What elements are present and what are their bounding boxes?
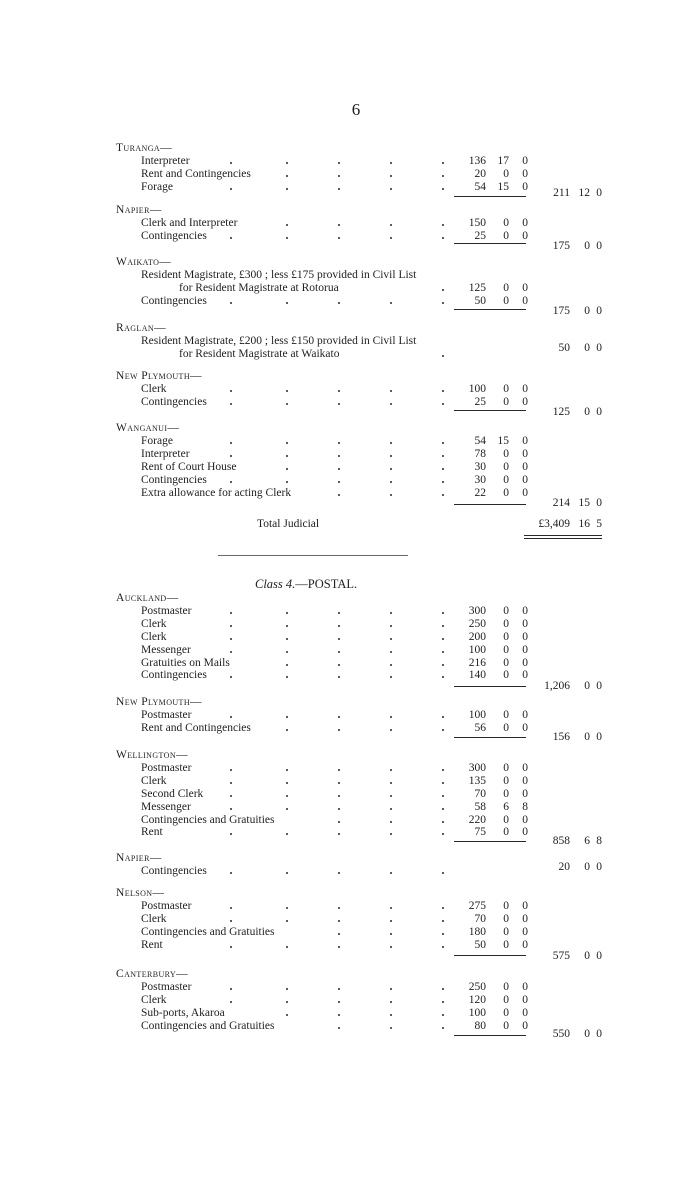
line-item-label: Interpreter bbox=[141, 154, 190, 167]
line-item bbox=[0, 801, 700, 814]
amount-pounds: 300 bbox=[468, 604, 486, 617]
amount-pounds: 250 bbox=[468, 980, 486, 993]
line-item bbox=[0, 155, 700, 168]
total-pence: 0 bbox=[596, 240, 602, 252]
leader-dots bbox=[230, 168, 458, 181]
line-item-label: Second Clerk bbox=[141, 787, 204, 800]
leader-dots bbox=[230, 631, 458, 644]
amount-shillings: 0 bbox=[503, 216, 509, 229]
amount-shillings: 0 bbox=[503, 761, 509, 774]
line-item bbox=[0, 913, 700, 926]
amount-pounds: 275 bbox=[468, 899, 486, 912]
line-item-label: Clerk and Interpreter bbox=[141, 216, 238, 229]
total-shillings: 0 bbox=[584, 342, 590, 354]
line-item-label: Postmaster bbox=[141, 708, 192, 721]
district-total bbox=[0, 950, 700, 963]
district-heading: Turanga — bbox=[116, 142, 172, 155]
line-item-label: Rent bbox=[141, 938, 163, 951]
amount-pounds: 100 bbox=[468, 708, 486, 721]
district-total bbox=[0, 406, 700, 419]
total-pounds: 125 bbox=[552, 406, 570, 418]
total-pence: 0 bbox=[596, 731, 602, 743]
line-item bbox=[0, 618, 700, 631]
line-item-label: Extra allowance for acting Clerk bbox=[141, 486, 292, 499]
total-pounds: 214 bbox=[552, 497, 570, 509]
total-shillings: 12 bbox=[578, 187, 590, 199]
line-item bbox=[0, 994, 700, 1007]
line-item bbox=[0, 657, 700, 670]
amount-pounds: 25 bbox=[474, 395, 486, 408]
total-pence: 0 bbox=[596, 187, 602, 199]
district-heading: New Plymouth — bbox=[116, 370, 202, 383]
line-item-label: Sub-ports, Akaroa bbox=[141, 1006, 225, 1019]
amount-pence: 0 bbox=[522, 899, 528, 912]
line-item-label: Forage bbox=[141, 434, 173, 447]
amount-shillings: 0 bbox=[503, 294, 509, 307]
amount-shillings: 0 bbox=[503, 656, 509, 669]
line-item-label: Contingencies bbox=[141, 229, 207, 242]
amount-pence: 0 bbox=[522, 229, 528, 242]
district-heading: Wellington — bbox=[116, 749, 188, 762]
amount-pounds: 100 bbox=[468, 643, 486, 656]
district-heading-row bbox=[0, 749, 700, 762]
district-heading-row bbox=[0, 887, 700, 900]
line-item bbox=[0, 269, 700, 282]
total-shillings: 0 bbox=[584, 305, 590, 317]
leader-dots bbox=[230, 814, 458, 827]
class-name: —POSTAL. bbox=[295, 577, 358, 591]
line-item-label: Rent of Court House bbox=[141, 460, 237, 473]
total-shillings: 0 bbox=[584, 950, 590, 962]
amount-shillings: 0 bbox=[503, 980, 509, 993]
line-item-label: Resident Magistrate, £300 ; less £175 provided in Civil List bbox=[141, 268, 417, 281]
district-total bbox=[0, 835, 700, 848]
page-number: 6 bbox=[351, 100, 361, 119]
line-item bbox=[0, 788, 700, 801]
amount-pence: 0 bbox=[522, 1006, 528, 1019]
district-heading: Napier — bbox=[116, 204, 162, 217]
amount-shillings: 0 bbox=[503, 395, 509, 408]
line-item-label-continued: for Resident Magistrate at Waikato bbox=[179, 347, 340, 360]
amount-pence: 0 bbox=[522, 447, 528, 460]
amount-pence: 0 bbox=[522, 980, 528, 993]
leader-dots bbox=[230, 474, 458, 487]
amount-pounds: 136 bbox=[468, 154, 486, 167]
line-item bbox=[0, 814, 700, 827]
amount-pounds: 25 bbox=[474, 229, 486, 242]
leader-dots bbox=[230, 762, 458, 775]
amount-pence: 0 bbox=[522, 774, 528, 787]
amount-shillings: 0 bbox=[503, 229, 509, 242]
leader-dots bbox=[230, 788, 458, 801]
total-pounds: 211 bbox=[553, 187, 570, 199]
line-item-label: Interpreter bbox=[141, 447, 190, 460]
leader-dots bbox=[230, 448, 458, 461]
line-item bbox=[0, 217, 700, 230]
district-heading-row bbox=[0, 142, 700, 155]
line-item-label: Postmaster bbox=[141, 899, 192, 912]
amount-pounds: 200 bbox=[468, 630, 486, 643]
district-heading: Raglan — bbox=[116, 322, 166, 335]
leader-dots bbox=[230, 657, 458, 670]
total-pounds: 50 bbox=[558, 342, 570, 354]
amount-shillings: 0 bbox=[503, 774, 509, 787]
amount-pounds: 300 bbox=[468, 761, 486, 774]
amount-pounds: 30 bbox=[474, 473, 486, 486]
amount-shillings: 0 bbox=[503, 826, 509, 839]
line-item bbox=[0, 900, 700, 913]
district-heading-row bbox=[0, 968, 700, 981]
amount-pence: 0 bbox=[522, 708, 528, 721]
district-total bbox=[0, 240, 700, 253]
total-pence: 0 bbox=[596, 342, 602, 354]
amount-pence: 0 bbox=[522, 1019, 528, 1032]
class-number: Class 4. bbox=[255, 577, 296, 591]
line-item-label: Contingencies and Gratuities bbox=[141, 1019, 275, 1032]
amount-pounds: 70 bbox=[474, 787, 486, 800]
amount-shillings: 0 bbox=[503, 912, 509, 925]
total-pence: 0 bbox=[596, 950, 602, 962]
line-item-label: Forage bbox=[141, 180, 173, 193]
line-item-label: Messenger bbox=[141, 643, 191, 656]
line-item bbox=[0, 981, 700, 994]
total-pence: 0 bbox=[596, 680, 602, 692]
total-shillings: 0 bbox=[584, 1028, 590, 1040]
leader-dots bbox=[230, 217, 458, 230]
district-total bbox=[0, 680, 700, 693]
line-item-label: Postmaster bbox=[141, 761, 192, 774]
total-shillings: 6 bbox=[584, 835, 590, 847]
line-item-label: Contingencies and Gratuities bbox=[141, 813, 275, 826]
line-item-continued bbox=[0, 282, 700, 295]
amount-pence: 8 bbox=[522, 800, 528, 813]
amount-shillings: 0 bbox=[503, 1019, 509, 1032]
amount-shillings: 0 bbox=[503, 281, 509, 294]
amount-pounds: 216 bbox=[468, 656, 486, 669]
amount-pence: 0 bbox=[522, 938, 528, 951]
district-heading: New Plymouth — bbox=[116, 696, 202, 709]
leader-dots bbox=[230, 282, 458, 295]
line-item bbox=[0, 448, 700, 461]
amount-shillings: 0 bbox=[503, 617, 509, 630]
amount-pounds: 180 bbox=[468, 925, 486, 938]
leader-dots bbox=[230, 900, 458, 913]
line-item-label: Contingencies bbox=[141, 864, 207, 877]
line-item bbox=[0, 926, 700, 939]
amount-shillings: 0 bbox=[503, 993, 509, 1006]
leader-dots bbox=[230, 435, 458, 448]
amount-shillings: 0 bbox=[503, 643, 509, 656]
amount-pounds: 50 bbox=[474, 294, 486, 307]
leader-dots bbox=[230, 155, 458, 168]
total-pounds: 575 bbox=[552, 950, 570, 962]
total-pounds: 1,206 bbox=[544, 680, 570, 692]
amount-pence: 0 bbox=[522, 912, 528, 925]
leader-dots bbox=[230, 461, 458, 474]
line-item-label: Rent and Contingencies bbox=[141, 167, 251, 180]
amount-shillings: 0 bbox=[503, 813, 509, 826]
amount-pence: 0 bbox=[522, 656, 528, 669]
amount-shillings: 0 bbox=[503, 925, 509, 938]
amount-pounds: 30 bbox=[474, 460, 486, 473]
district-heading-row bbox=[0, 592, 700, 605]
line-item-label: Clerk bbox=[141, 617, 167, 630]
total-shillings: 0 bbox=[584, 731, 590, 743]
total-shillings: 15 bbox=[578, 497, 590, 509]
leader-dots bbox=[230, 709, 458, 722]
line-item bbox=[0, 709, 700, 722]
line-item-label: Contingencies and Gratuities bbox=[141, 925, 275, 938]
amount-pounds: 54 bbox=[474, 180, 486, 193]
line-item-label: Clerk bbox=[141, 382, 167, 395]
district-heading-row bbox=[0, 204, 700, 217]
total-judicial-pounds: £3,409 bbox=[538, 518, 570, 530]
line-item bbox=[0, 474, 700, 487]
amount-pence: 0 bbox=[522, 180, 528, 193]
total-judicial-row bbox=[0, 518, 700, 531]
amount-pounds: 56 bbox=[474, 721, 486, 734]
total-pounds: 858 bbox=[552, 835, 570, 847]
amount-shillings: 0 bbox=[503, 938, 509, 951]
amount-pounds: 54 bbox=[474, 434, 486, 447]
amount-pence: 0 bbox=[522, 813, 528, 826]
total-pence: 0 bbox=[596, 406, 602, 418]
amount-pounds: 75 bbox=[474, 826, 486, 839]
amount-pounds: 100 bbox=[468, 1006, 486, 1019]
line-item-label: Rent bbox=[141, 826, 163, 839]
total-pence: 8 bbox=[596, 835, 602, 847]
amount-pounds: 80 bbox=[474, 1019, 486, 1032]
amount-shillings: 0 bbox=[503, 899, 509, 912]
amount-shillings: 0 bbox=[503, 1006, 509, 1019]
amount-shillings: 0 bbox=[503, 630, 509, 643]
amount-shillings: 0 bbox=[503, 669, 509, 682]
amount-pence: 0 bbox=[522, 281, 528, 294]
amount-pounds: 125 bbox=[468, 281, 486, 294]
amount-pence: 0 bbox=[522, 643, 528, 656]
line-item bbox=[0, 605, 700, 618]
amount-pence: 0 bbox=[522, 993, 528, 1006]
amount-shillings: 0 bbox=[503, 382, 509, 395]
amount-pounds: 78 bbox=[474, 447, 486, 460]
leader-dots bbox=[230, 994, 458, 1007]
amount-pence: 0 bbox=[522, 154, 528, 167]
amount-pence: 0 bbox=[522, 486, 528, 499]
total-pence: 0 bbox=[596, 497, 602, 509]
amount-pounds: 150 bbox=[468, 216, 486, 229]
total-pence: 0 bbox=[596, 305, 602, 317]
total-judicial-pence: 5 bbox=[596, 518, 602, 530]
line-item-label: Postmaster bbox=[141, 980, 192, 993]
line-item-label: Messenger bbox=[141, 800, 191, 813]
total-double-rule-bottom bbox=[524, 538, 602, 539]
total-pence: 0 bbox=[596, 861, 602, 873]
total-judicial-shillings: 16 bbox=[578, 518, 590, 530]
district-heading: Auckland — bbox=[116, 592, 179, 605]
district-total bbox=[0, 187, 700, 200]
line-item-label: Postmaster bbox=[141, 604, 192, 617]
amount-pence: 0 bbox=[522, 669, 528, 682]
amount-pounds: 50 bbox=[474, 938, 486, 951]
total-shillings: 0 bbox=[584, 240, 590, 252]
leader-dots bbox=[230, 605, 458, 618]
line-item bbox=[0, 435, 700, 448]
district-heading: Canterbury — bbox=[116, 968, 188, 981]
total-pounds: 175 bbox=[552, 305, 570, 317]
amount-shillings: 0 bbox=[503, 473, 509, 486]
amount-shillings: 0 bbox=[503, 486, 509, 499]
amount-pounds: 100 bbox=[468, 382, 486, 395]
amount-pence: 0 bbox=[522, 434, 528, 447]
amount-shillings: 0 bbox=[503, 721, 509, 734]
amount-pounds: 140 bbox=[468, 669, 486, 682]
total-double-rule-top bbox=[524, 535, 602, 536]
district-total bbox=[0, 305, 700, 318]
amount-shillings: 0 bbox=[503, 708, 509, 721]
district-heading: Waikato — bbox=[116, 256, 171, 269]
total-shillings: 0 bbox=[584, 861, 590, 873]
leader-dots bbox=[230, 801, 458, 814]
district-total bbox=[0, 497, 700, 510]
section-divider bbox=[218, 555, 408, 556]
total-judicial-label: Total Judicial bbox=[257, 518, 320, 530]
leader-dots bbox=[230, 644, 458, 657]
district-total bbox=[0, 1028, 700, 1041]
amount-shillings: 15 bbox=[497, 434, 509, 447]
amount-pence: 0 bbox=[522, 395, 528, 408]
amount-shillings: 15 bbox=[497, 180, 509, 193]
total-pence: 0 bbox=[596, 1028, 602, 1040]
amount-pence: 0 bbox=[522, 460, 528, 473]
line-item-label: Clerk bbox=[141, 993, 167, 1006]
district-heading: Nelson — bbox=[116, 887, 164, 900]
line-item-label: Contingencies bbox=[141, 473, 207, 486]
district-total bbox=[0, 861, 700, 874]
amount-pounds: 58 bbox=[474, 800, 486, 813]
amount-shillings: 6 bbox=[503, 800, 509, 813]
amount-pounds: 120 bbox=[468, 993, 486, 1006]
total-pounds: 175 bbox=[552, 240, 570, 252]
amount-pence: 0 bbox=[522, 925, 528, 938]
line-item bbox=[0, 461, 700, 474]
line-item bbox=[0, 168, 700, 181]
line-item-label: Contingencies bbox=[141, 294, 207, 307]
district-heading-row bbox=[0, 322, 700, 335]
leader-dots bbox=[230, 618, 458, 631]
amount-shillings: 0 bbox=[503, 787, 509, 800]
district-heading-row bbox=[0, 370, 700, 383]
total-shillings: 0 bbox=[584, 680, 590, 692]
amount-shillings: 17 bbox=[497, 154, 509, 167]
leader-dots bbox=[230, 775, 458, 788]
district-heading-row bbox=[0, 256, 700, 269]
line-item-label: Clerk bbox=[141, 774, 167, 787]
amount-shillings: 0 bbox=[503, 460, 509, 473]
district-heading-row bbox=[0, 696, 700, 709]
leader-dots bbox=[230, 926, 458, 939]
district-heading: Wanganui — bbox=[116, 422, 179, 435]
line-item bbox=[0, 775, 700, 788]
class-heading bbox=[255, 577, 357, 592]
leader-dots bbox=[230, 1007, 458, 1020]
line-item-label: Rent and Contingencies bbox=[141, 721, 251, 734]
amount-pence: 0 bbox=[522, 826, 528, 839]
amount-pence: 0 bbox=[522, 630, 528, 643]
line-item bbox=[0, 644, 700, 657]
total-pounds: 156 bbox=[552, 731, 570, 743]
line-item-label: Clerk bbox=[141, 630, 167, 643]
district-heading: Napier — bbox=[116, 852, 162, 865]
line-item-label-continued: for Resident Magistrate at Rotorua bbox=[179, 281, 339, 294]
district-total bbox=[0, 731, 700, 744]
amount-pounds: 20 bbox=[474, 167, 486, 180]
amount-shillings: 0 bbox=[503, 447, 509, 460]
total-pounds: 550 bbox=[552, 1028, 570, 1040]
amount-pounds: 22 bbox=[474, 486, 486, 499]
amount-pence: 0 bbox=[522, 167, 528, 180]
amount-pence: 0 bbox=[522, 787, 528, 800]
amount-pounds: 250 bbox=[468, 617, 486, 630]
district-total bbox=[0, 342, 700, 355]
line-item bbox=[0, 631, 700, 644]
district-heading-row bbox=[0, 422, 700, 435]
amount-pence: 0 bbox=[522, 761, 528, 774]
line-item-label: Gratuities on Mails bbox=[141, 656, 230, 669]
amount-pounds: 220 bbox=[468, 813, 486, 826]
line-item bbox=[0, 762, 700, 775]
total-pounds: 20 bbox=[558, 861, 570, 873]
line-item bbox=[0, 383, 700, 396]
amount-pence: 0 bbox=[522, 617, 528, 630]
amount-pence: 0 bbox=[522, 382, 528, 395]
leader-dots bbox=[230, 981, 458, 994]
amount-shillings: 0 bbox=[503, 167, 509, 180]
amount-pounds: 70 bbox=[474, 912, 486, 925]
line-item-label: Contingencies bbox=[141, 669, 207, 682]
line-item-label: Contingencies bbox=[141, 395, 207, 408]
amount-pence: 0 bbox=[522, 216, 528, 229]
line-item-label: Resident Magistrate, £200 ; less £150 provided in Civil List bbox=[141, 334, 417, 347]
line-item-label: Clerk bbox=[141, 912, 167, 925]
amount-pounds: 135 bbox=[468, 774, 486, 787]
amount-shillings: 0 bbox=[503, 604, 509, 617]
amount-pence: 0 bbox=[522, 473, 528, 486]
amount-pence: 0 bbox=[522, 721, 528, 734]
leader-dots bbox=[230, 913, 458, 926]
total-shillings: 0 bbox=[584, 406, 590, 418]
line-item bbox=[0, 1007, 700, 1020]
amount-pence: 0 bbox=[522, 604, 528, 617]
amount-pence: 0 bbox=[522, 294, 528, 307]
leader-dots bbox=[230, 383, 458, 396]
